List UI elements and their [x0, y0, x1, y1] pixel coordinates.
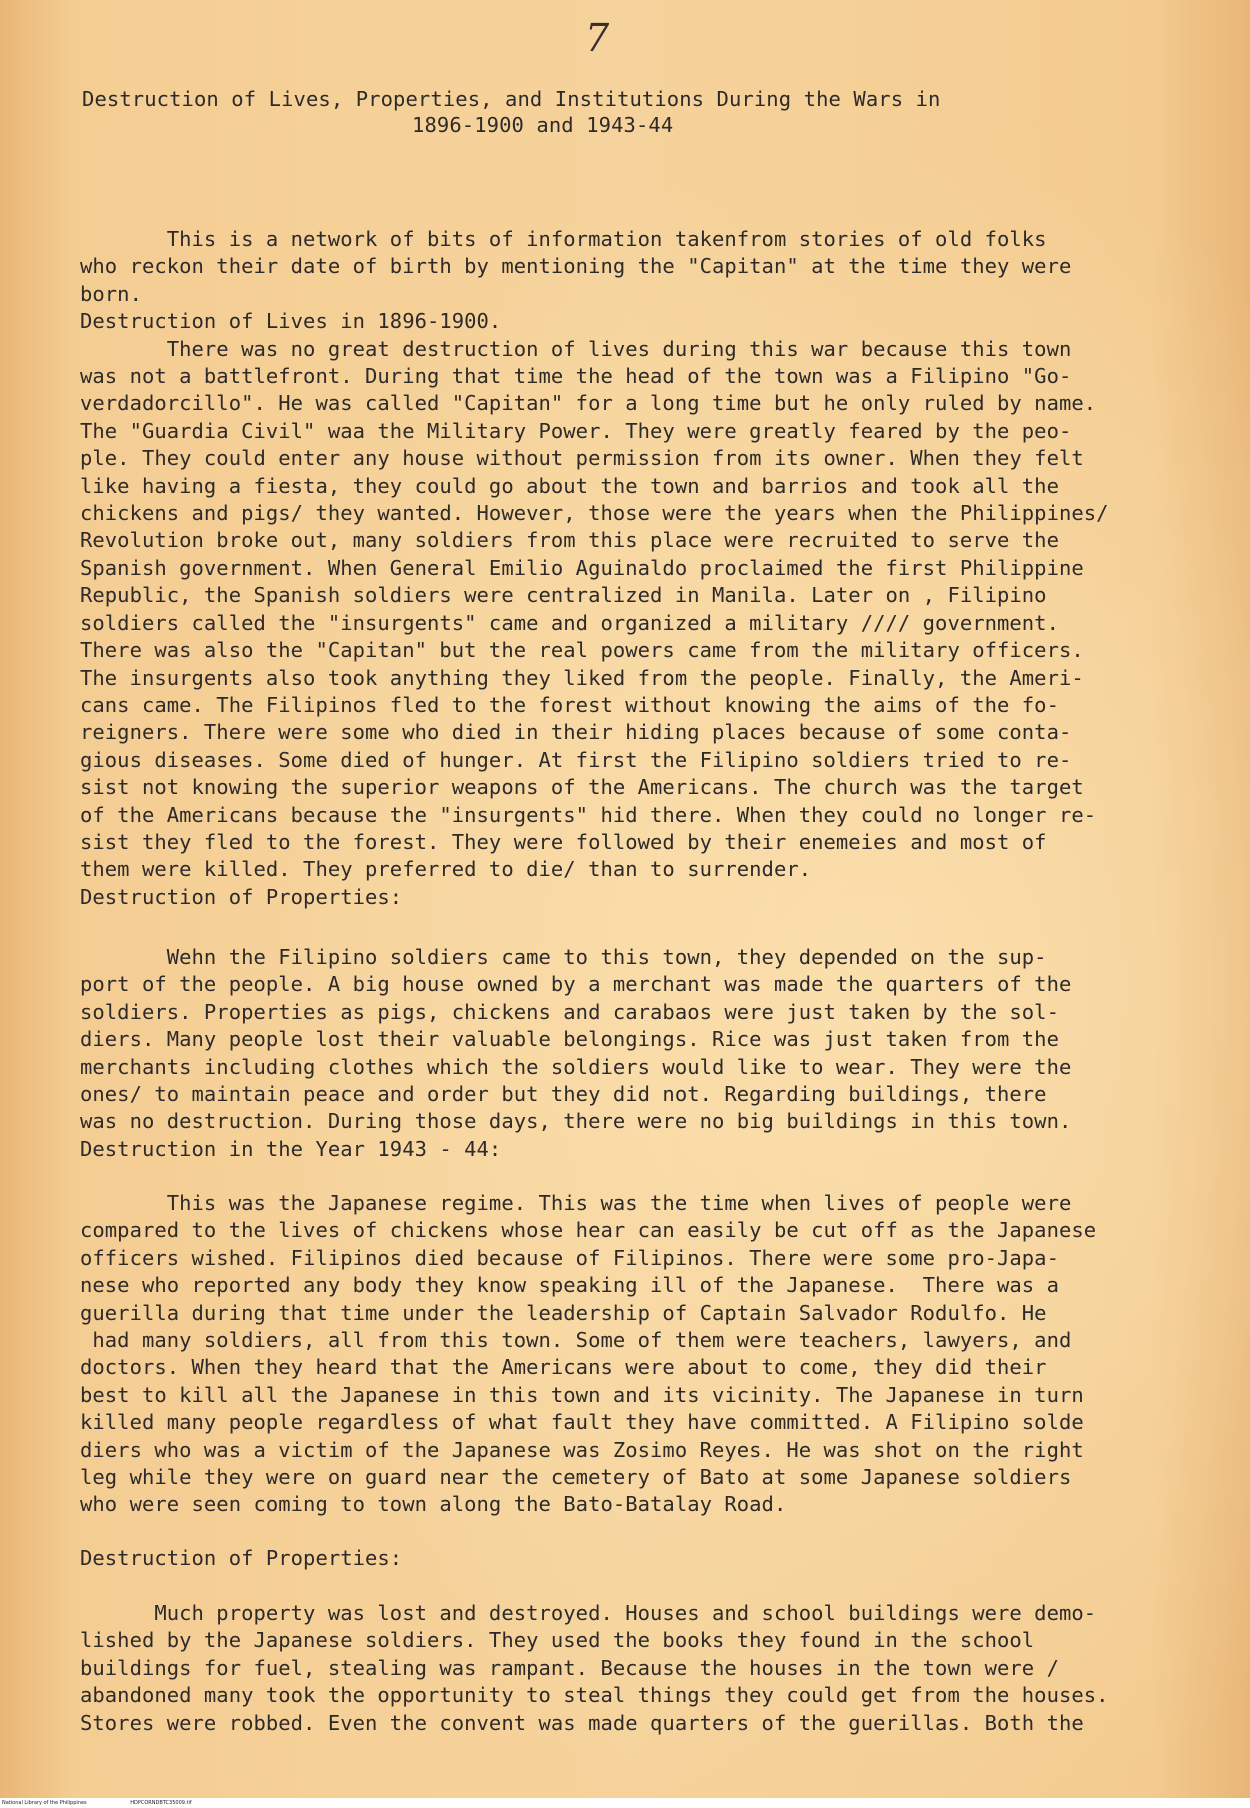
text-line: Stores were robbed. Even the convent was made quarters of the guerillas. Both the	[80, 1710, 1084, 1735]
text-line: The insurgents also took anything they liked from the people. Finally, the Ameri-	[80, 665, 1084, 690]
text-line: leg while they were on guard near the cemetery of Bato at some Japanese soldiers	[80, 1465, 1072, 1490]
text-line: guerilla during that time under the leadership of Captain Salvador Rodulfo. He	[80, 1300, 1047, 1325]
text-line: them were killed. They preferred to die/ than to surrender.	[80, 857, 812, 882]
text-line: abandoned many took the opportunity to steal things they could get from the houses.	[80, 1683, 1109, 1708]
text-line: doctors. When they heard that the Americans were about to come, they did their	[80, 1355, 1047, 1380]
text-line: The "Guardia Civil" waa the Military Power. They were greatly feared by the peo-	[80, 418, 1072, 443]
text-line: diers. Many people lost their valuable belongings. Rice was just taken from the	[80, 1027, 1059, 1052]
text-line: reigners. There were some who died in their hiding places because of some conta-	[80, 720, 1072, 745]
text-line: Wehn the Filipino soldiers came to this town, they depended on the sup-	[80, 945, 1047, 969]
section-properties-1896	[80, 944, 1205, 1163]
text-line: born.	[80, 281, 142, 306]
text-line: This is a network of bits of information takenfrom stories of old folks	[80, 227, 1047, 251]
text-line: buildings for fuel, stealing was rampant. Because the houses in the town were /	[80, 1655, 1059, 1680]
text-line: best to kill all the Japanese in this town and its vicinity. The Japanese in turn	[80, 1382, 1084, 1407]
text-line: who reckon their date of birth by mentioning the "Capitan" at the time they were	[80, 254, 1072, 279]
text-line: sist they fled to the forest. They were followed by their enemeies and most of	[80, 829, 1047, 854]
text-line: like having a fiesta, they could go about the town and barrios and took all the	[80, 473, 1059, 498]
text-line: port of the people. A big house owned by a merchant was made the quarters of the	[80, 972, 1072, 997]
text-line: was no destruction. During those days, there were no big buildings in this town.	[80, 1109, 1072, 1134]
section-properties-1943	[80, 1600, 1205, 1737]
text-line: had many soldiers, all from this town. Some of them were teachers, lawyers, and	[80, 1328, 1072, 1353]
text-line: nese who reported any body they know speaking ill of the Japanese. There was a	[80, 1273, 1059, 1298]
text-line: Spanish government. When General Emilio Aguinaldo proclaimed the first Philippine	[80, 555, 1084, 580]
text-line: gious diseases. Some died of hunger. At first the Filipino soldiers tried to re-	[80, 747, 1072, 772]
text-line: killed many people regardless of what fault they have committed. A Filipino solde	[80, 1410, 1084, 1435]
text-line: Destruction of Properties:	[80, 884, 403, 909]
text-line: ones/ to maintain peace and order but they did not. Regarding buildings, there	[80, 1082, 1047, 1107]
text-line: of the Americans because the "insurgents" hid there. When they could no longer re-	[80, 802, 1097, 827]
text-line: Destruction in the Year 1943 - 44:	[80, 1136, 502, 1161]
text-line: There was no great destruction of lives during this war because this town	[80, 336, 1072, 361]
title-line-2: 1896-1900 and 1943-44	[412, 113, 674, 137]
footer-filename: HDPCORNDBTC35009.tif	[130, 1800, 192, 1806]
text-line: officers wished. Filipinos died because of Filipinos. There were some pro-Japa-	[80, 1245, 1059, 1270]
text-line: Destruction of Lives in 1896-1900.	[80, 309, 502, 334]
text-line: ple. They could enter any house without permission from its owner. When they felt	[80, 446, 1084, 471]
text-line: This was the Japanese regime. This was the time when lives of people were	[80, 1191, 1072, 1215]
text-line: sist not knowing the superior weapons of the Americans. The church was the target	[80, 775, 1084, 800]
document-title	[82, 86, 1082, 138]
page-number: 7	[585, 16, 610, 60]
text-line: Much property was lost and destroyed. Houses and school buildings were demo-	[80, 1601, 1097, 1625]
text-line: was not a battlefront. During that time the head of the town was a Filipino "Go-	[80, 364, 1072, 389]
text-line: compared to the lives of chickens whose hear can easily be cut off as the Japanese	[80, 1218, 1097, 1243]
text-line: verdadorcillo". He was called "Capitan" for a long time but he only ruled by name.	[80, 391, 1097, 416]
text-line: Republic, the Spanish soldiers were centralized in Manila. Later on , Filipino	[80, 583, 1047, 608]
footer-library: National Library of the Philippines	[2, 1800, 87, 1806]
text-line: merchants including clothes which the soldiers would like to wear. They were the	[80, 1054, 1072, 1079]
text-line: There was also the "Capitan" but the real powers came from the military officers.	[80, 638, 1084, 663]
footer	[0, 1798, 1250, 1808]
text-line: diers who was a victim of the Japanese was Zosimo Reyes. He was shot on the right	[80, 1437, 1084, 1462]
text-line: soldiers. Properties as pigs, chickens and carabaos were just taken by the sol-	[80, 999, 1059, 1024]
heading-properties-1943: Destruction of Properties:	[80, 1546, 403, 1570]
text-line: chickens and pigs/ they wanted. However, those were the years when the Philippines/	[80, 501, 1109, 526]
text-line: soldiers called the "insurgents" came and organized a military //// government.	[80, 610, 1059, 635]
section-lives-1896	[80, 226, 1205, 911]
text-line: lished by the Japanese soldiers. They used the books they found in the school	[80, 1628, 1035, 1653]
text-line: Revolution broke out, many soldiers from this place were recruited to serve the	[80, 528, 1059, 553]
section-1943-44	[80, 1190, 1205, 1519]
text-line: cans came. The Filipinos fled to the forest without knowing the aims of the fo-	[80, 692, 1059, 717]
title-line-1: Destruction of Lives, Properties, and Institutions During the Wars in	[82, 87, 941, 111]
text-line: who were seen coming to town along the Bato-Batalay Road.	[80, 1492, 787, 1517]
